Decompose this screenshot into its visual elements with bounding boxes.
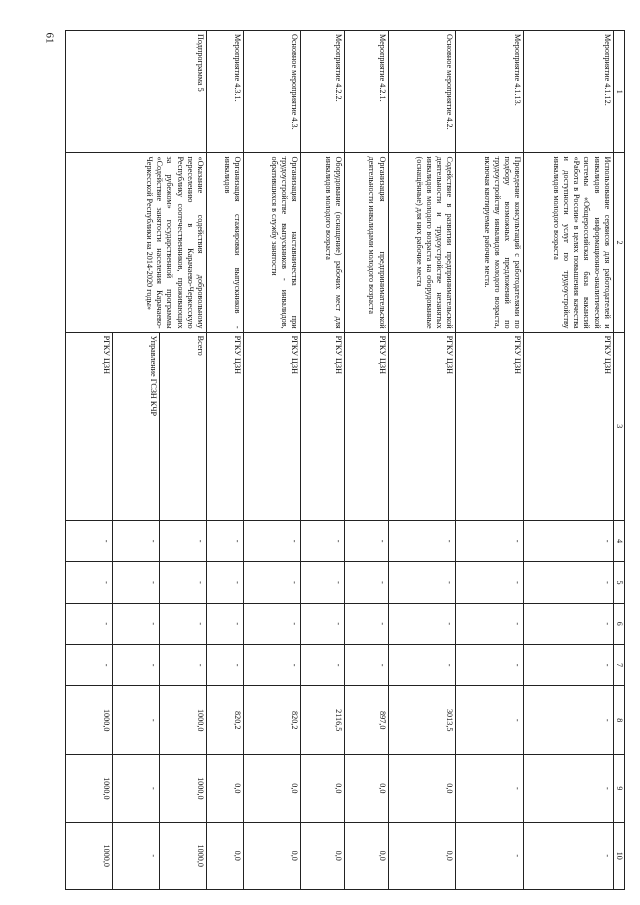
table-row	[344, 31, 388, 890]
row-value: 0,0	[388, 822, 456, 889]
row-value: 0,0	[207, 822, 244, 889]
subprogram-value: -	[66, 603, 113, 644]
subprogram-value: -	[113, 755, 160, 822]
subprogram-value: -	[113, 822, 160, 889]
row-value: 0,0	[344, 822, 388, 889]
page-number: 61	[43, 32, 56, 44]
row-value: 2116,5	[301, 686, 345, 755]
table-container	[65, 30, 625, 890]
header-cell: 9	[614, 755, 625, 822]
row-executor: РГКУ ЦЗН	[344, 332, 388, 520]
row-code: Мероприятие 4.1.13.	[456, 31, 524, 153]
row-value: -	[456, 603, 524, 644]
subprogram-value: -	[66, 520, 113, 561]
subprogram-value: 1000,0	[160, 686, 207, 755]
subprogram-value: -	[160, 520, 207, 561]
row-executor: РГКУ ЦЗН	[524, 332, 614, 520]
table-row	[524, 31, 614, 890]
row-executor: РГКУ ЦЗН	[244, 332, 301, 520]
row-value: -	[456, 562, 524, 603]
row-executor: РГКУ ЦЗН	[301, 332, 345, 520]
table-row	[456, 31, 524, 890]
subprogram-value: 1000,0	[66, 822, 113, 889]
row-value: -	[207, 520, 244, 561]
row-value: -	[456, 644, 524, 685]
subprogram-value: -	[113, 520, 160, 561]
row-value: 0,0	[301, 822, 345, 889]
row-value: -	[207, 562, 244, 603]
row-description: Организация наставничества при трудоустройстве выпускников - инвалидов, обратившихся в службу занятости	[244, 153, 301, 332]
row-code: Основное мероприятие 4.2.	[388, 31, 456, 153]
row-value: 0,0	[344, 755, 388, 822]
row-value: -	[207, 644, 244, 685]
row-executor: РГКУ ЦЗН	[388, 332, 456, 520]
row-code: Основное мероприятие 4.3.	[244, 31, 301, 153]
row-value: 897,0	[344, 686, 388, 755]
row-value: -	[301, 520, 345, 561]
header-cell: 2	[614, 153, 625, 332]
row-value: -	[244, 603, 301, 644]
row-value: -	[456, 822, 524, 889]
header-cell: 6	[614, 603, 625, 644]
row-executor: РГКУ ЦЗН	[456, 332, 524, 520]
row-value: -	[388, 520, 456, 561]
subprogram-value: -	[66, 644, 113, 685]
row-description: Организация стажировки выпускников - инвалидов	[207, 153, 244, 332]
subprogram-row	[160, 31, 207, 890]
row-value: 3013,5	[388, 686, 456, 755]
row-value: -	[524, 644, 614, 685]
row-value: 0,0	[244, 755, 301, 822]
row-code: Мероприятие 4.2.2.	[301, 31, 345, 153]
subprogram-value: -	[160, 644, 207, 685]
header-cell: 10	[614, 822, 625, 889]
row-value: -	[388, 562, 456, 603]
subprogram-description: «Оказание содействия добровольному переселению в Карачаево-Черкесскую Республику соотечественников, проживающих за рубежом» государственной программы «Содействие занятости населения Карачаево-Черкесской Республики на 2014-2020 годы»	[66, 153, 207, 332]
subprogram-executor: Всего	[160, 332, 207, 520]
row-code: Мероприятие 4.2.1.	[344, 31, 388, 153]
row-value: -	[301, 562, 345, 603]
row-value: -	[344, 644, 388, 685]
subprogram-value: 1000,0	[160, 822, 207, 889]
header-cell: 1	[614, 31, 625, 153]
subprogram-value: -	[160, 603, 207, 644]
row-value: -	[244, 520, 301, 561]
row-value: -	[456, 755, 524, 822]
row-value: -	[524, 603, 614, 644]
row-value: -	[524, 520, 614, 561]
table-row	[207, 31, 244, 890]
row-value: -	[244, 562, 301, 603]
subprogram-value: -	[113, 603, 160, 644]
header-cell: 8	[614, 686, 625, 755]
subprogram-value: -	[113, 644, 160, 685]
subprogram-executor: Управление ГСЗН КЧР	[113, 332, 160, 520]
row-value: -	[456, 686, 524, 755]
row-value: 0,0	[244, 822, 301, 889]
row-value: -	[344, 562, 388, 603]
header-cell: 5	[614, 562, 625, 603]
row-value: 0,0	[388, 755, 456, 822]
row-value: -	[524, 686, 614, 755]
row-value: -	[344, 603, 388, 644]
row-description: Оборудование (оснащение) рабочих мест для инвалидов молодого возраста	[301, 153, 345, 332]
subprogram-value: -	[160, 562, 207, 603]
row-executor: РГКУ ЦЗН	[207, 332, 244, 520]
row-value: -	[524, 822, 614, 889]
subprogram-code: Подпрограмма 5	[66, 31, 207, 153]
row-value: 0,0	[301, 755, 345, 822]
subprogram-value: -	[66, 562, 113, 603]
row-value: 820,2	[244, 686, 301, 755]
subprogram-value: 1000,0	[66, 686, 113, 755]
row-value: -	[301, 603, 345, 644]
row-code: Мероприятие 4.1.12.	[524, 31, 614, 153]
subprogram-executor: РГКУ ЦЗН	[66, 332, 113, 520]
row-description: Организация предпринимательской деятельности инвалидами молодого возраста	[344, 153, 388, 332]
row-value: 820,2	[207, 686, 244, 755]
header-row	[614, 31, 625, 890]
row-description: Содействие в развитии предпринимательской деятельности и трудоустройстве незанятых инвалидов молодого возраста на оборудованные (оснащённые) для них рабочие места	[388, 153, 456, 332]
row-value: -	[344, 520, 388, 561]
row-value: -	[524, 755, 614, 822]
header-cell: 7	[614, 644, 625, 685]
subprogram-value: -	[113, 562, 160, 603]
table-row	[244, 31, 301, 890]
subprogram-value: -	[113, 686, 160, 755]
row-value: -	[388, 603, 456, 644]
row-value: -	[388, 644, 456, 685]
row-value: -	[456, 520, 524, 561]
table-row	[301, 31, 345, 890]
header-cell: 3	[614, 332, 625, 520]
row-value: 0,0	[207, 755, 244, 822]
row-description: Использование сервисов для работодателей и инвалидов информационно-аналитической системы «Общероссийская база вакансий «Работа в России» в целях повышения качества и доступности услуг по трудоустройству инвалидов молодого возраста	[524, 153, 614, 332]
row-value: -	[524, 562, 614, 603]
row-value: -	[301, 644, 345, 685]
row-value: -	[207, 603, 244, 644]
header-cell: 4	[614, 520, 625, 561]
subprogram-value: 1000,0	[66, 755, 113, 822]
row-value: -	[244, 644, 301, 685]
row-code: Мероприятие 4.3.1.	[207, 31, 244, 153]
table-row	[388, 31, 456, 890]
row-description: Проведение консультаций с работодателями по подбору возможных предложений по трудоустройству инвалидов молодого возраста, включая квотируемые рабочие места.	[456, 153, 524, 332]
program-table	[65, 30, 625, 890]
subprogram-value: 1000,0	[160, 755, 207, 822]
